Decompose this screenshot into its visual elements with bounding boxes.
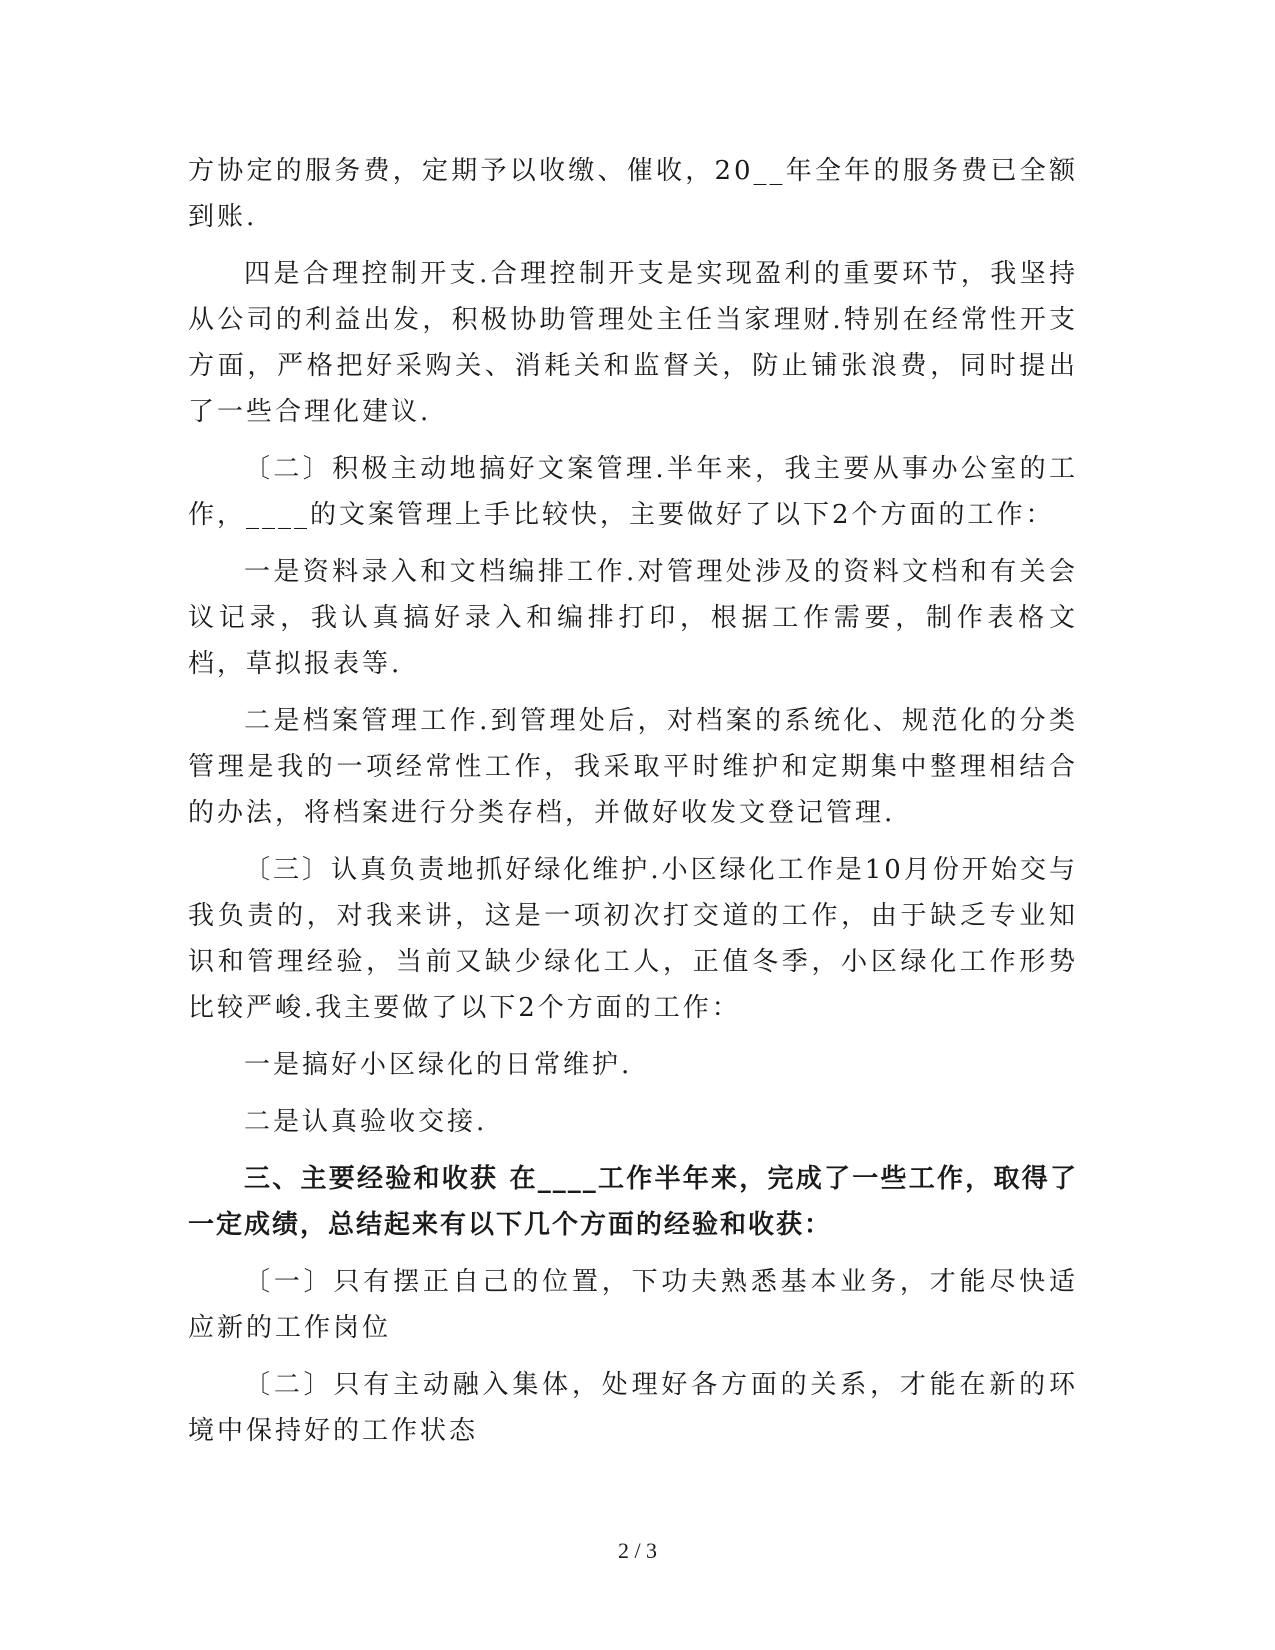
paragraph-archive-management: 二是档案管理工作.到管理处后，对档案的系统化、规范化的分类管理是我的一项经常性工作，我采取平时维护和定期集中整理相结合的办法，将档案进行分类存档，并做好收发文登记管理. (188, 706, 1078, 828)
paragraph-data-entry: 一是资料录入和文档编排工作.对管理处涉及的资料文档和有关会议记录，我认真搞好录入和编排打印，根据工作需要，制作表格文档，草拟报表等. (188, 557, 1078, 679)
document-body (188, 148, 1078, 1465)
paragraph-acceptance-handover: 二是认真验收交接. (244, 1107, 488, 1137)
paragraph-control-expenses: 四是合理控制开支.合理控制开支是实现盈利的重要环节，我坚持从公司的利益出发，积极协助管理处主任当家理财.特别在经常性开支方面，严格把好采购关、消耗关和监督关，防止铺张浪费，同时提出了一些合理化建议. (188, 259, 1078, 427)
paragraph-service-fee: 方协定的服务费，定期予以收缴、催收，20__年全年的服务费已全额到账. (188, 156, 1078, 232)
page-number: 2 / 3 (617, 1538, 658, 1563)
paragraph-experience-one: 〔一〕只有摆正自己的位置，下功夫熟悉基本业务，才能尽快适应新的工作岗位 (188, 1267, 1078, 1343)
paragraph-daily-maintenance: 一是搞好小区绿化的日常维护. (244, 1050, 633, 1080)
paragraph-greening-maintenance: 〔三〕认真负责地抓好绿化维护.小区绿化工作是10月份开始交与我负责的，对我来讲，这是一项初次打交道的工作，由于缺乏专业知识和管理经验，当前又缺少绿化工人，正值冬季，小区绿化工作形势比较严峻.我主要做了以下2个方面的工作： (188, 855, 1078, 1023)
paragraph-experience-two: 〔二〕只有主动融入集体，处理好各方面的关系，才能在新的环境中保持好的工作状态 (188, 1370, 1078, 1446)
paragraph-document-management: 〔二〕积极主动地搞好文案管理.半年来，我主要从事办公室的工作，____的文案管理上手比较快，主要做好了以下2个方面的工作： (188, 454, 1078, 530)
section-heading-experience: 三、主要经验和收获 在____工作半年来，完成了一些工作，取得了一定成绩，总结起来有以下几个方面的经验和收获： (188, 1164, 1078, 1240)
